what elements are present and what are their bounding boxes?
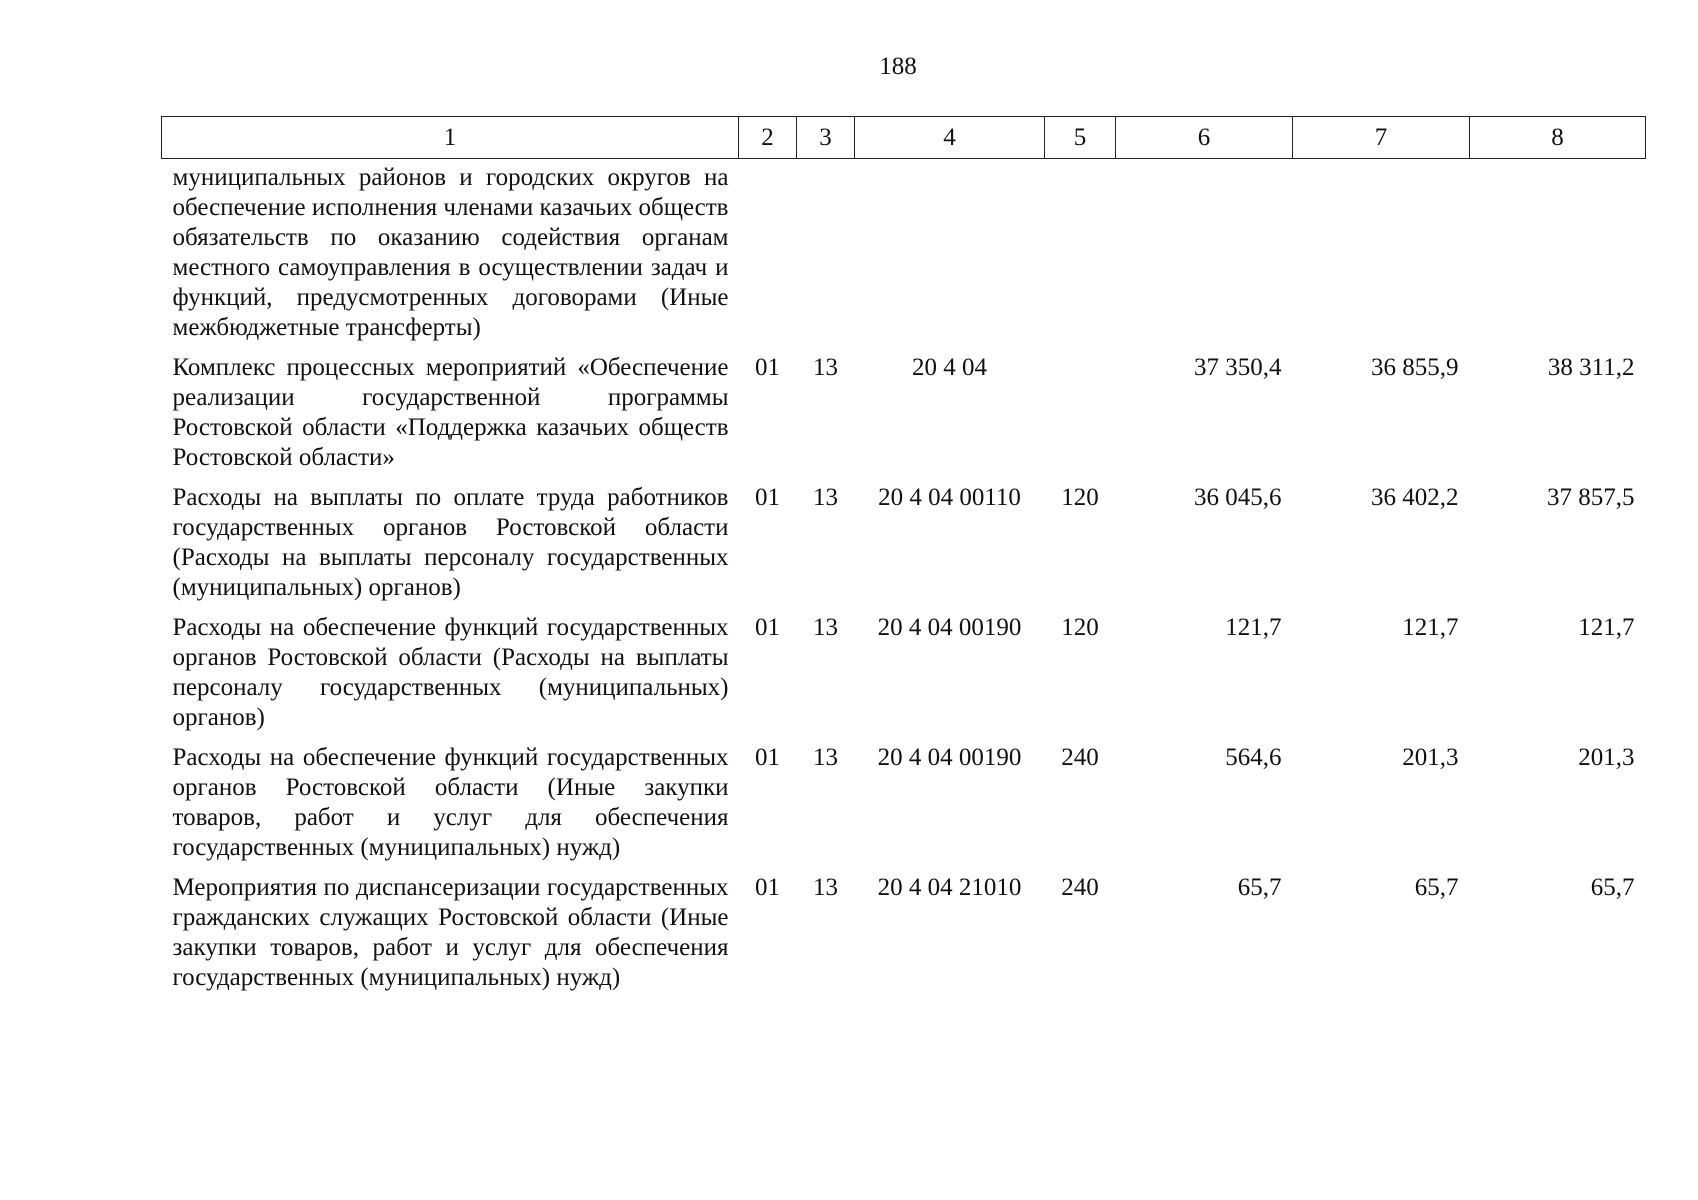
- row-section: 01: [755, 744, 780, 771]
- row-target-code: 20 4 04: [912, 354, 987, 381]
- column-header: 8: [1470, 117, 1646, 159]
- row-value-col8: 37 857,5: [1547, 484, 1635, 511]
- row-value-col8: 121,7: [1578, 614, 1635, 641]
- table-row: [162, 613, 1646, 743]
- row-description: Расходы на выплаты по оплате труда работников государственных органов Ростовской области (Расходы на выплаты персоналу государственных (муниципальных) органов): [172, 484, 729, 601]
- row-value-col8: 38 311,2: [1547, 354, 1635, 381]
- row-value-col6: 37 350,4: [1194, 354, 1282, 381]
- table-row: [162, 743, 1646, 873]
- row-expense-type: 240: [1061, 874, 1099, 901]
- row-value-col8: 65,7: [1590, 874, 1635, 901]
- row-subsection: 13: [813, 614, 838, 641]
- row-expense-type: [1045, 159, 1116, 354]
- column-header: 5: [1045, 117, 1116, 159]
- table-row: [162, 873, 1646, 1003]
- table-row: [162, 483, 1646, 613]
- row-value-col7: 36 402,2: [1371, 484, 1459, 511]
- row-section: 01: [755, 614, 780, 641]
- row-section: 01: [755, 354, 780, 381]
- row-target-code: 20 4 04 21010: [877, 874, 1022, 901]
- row-description: Комплекс процессных мероприятий «Обеспечение реализации государственной программы Ростовской области «Поддержка казачьих обществ Ростовской области»: [172, 354, 729, 471]
- row-section: 01: [755, 484, 780, 511]
- row-expense-type: [1045, 353, 1116, 483]
- row-description: муниципальных районов и городских округов на обеспечение исполнения членами казачьих обществ обязательств по оказанию содействия органам местного самоуправления в осуществлении задач и функций, предусмотренных договорами (Иные межбюджетные трансферты): [172, 164, 729, 341]
- row-target-code: 20 4 04 00110: [878, 484, 1021, 511]
- row-value-col7: 201,3: [1402, 744, 1459, 771]
- table-row: [162, 353, 1646, 483]
- budget-table: [161, 116, 1646, 1003]
- row-subsection: 13: [813, 354, 838, 381]
- table-header: [162, 117, 1646, 159]
- row-subsection: 13: [813, 484, 838, 511]
- column-header: 6: [1116, 117, 1293, 159]
- row-subsection: 13: [813, 744, 838, 771]
- row-value-col7: 65,7: [1414, 874, 1459, 901]
- page-number: 188: [879, 53, 917, 80]
- table-body: [162, 159, 1646, 1004]
- row-value-col8: 201,3: [1578, 744, 1635, 771]
- row-description: Мероприятия по диспансеризации государственных гражданских служащих Ростовской области (Иные закупки товаров, работ и услуг для обеспечения государственных (муниципальных) нужд): [172, 874, 729, 991]
- column-header: 7: [1293, 117, 1470, 159]
- row-expense-type: 120: [1061, 614, 1099, 641]
- row-section: 01: [755, 874, 780, 901]
- column-header: 2: [739, 117, 797, 159]
- row-description: Расходы на обеспечение функций государственных органов Ростовской области (Иные закупки товаров, работ и услуг для обеспечения государственных (муниципальных) нужд): [172, 744, 729, 861]
- row-value-col7: [1293, 159, 1470, 354]
- column-header: 3: [797, 117, 855, 159]
- row-target-code: 20 4 04 00190: [877, 614, 1022, 641]
- table-row: [162, 159, 1646, 354]
- row-value-col6: 65,7: [1237, 874, 1282, 901]
- header-row: [162, 117, 1646, 159]
- row-value-col6: [1116, 159, 1293, 354]
- row-expense-type: 240: [1061, 744, 1099, 771]
- row-target-code: 20 4 04 00190: [877, 744, 1022, 771]
- row-value-col7: 36 855,9: [1371, 354, 1459, 381]
- column-header: 1: [162, 117, 739, 159]
- row-value-col6: 36 045,6: [1194, 484, 1282, 511]
- row-description: Расходы на обеспечение функций государственных органов Ростовской области (Расходы на выплаты персоналу государственных (муниципальных) органов): [172, 614, 729, 731]
- row-value-col8: [1470, 159, 1646, 354]
- row-value-col6: 121,7: [1225, 614, 1282, 641]
- row-subsection: [797, 159, 855, 354]
- row-value-col7: 121,7: [1402, 614, 1459, 641]
- row-target-code: [855, 159, 1045, 354]
- row-section: [739, 159, 797, 354]
- column-header: 4: [855, 117, 1045, 159]
- row-subsection: 13: [813, 874, 838, 901]
- row-value-col6: 564,6: [1225, 744, 1282, 771]
- row-expense-type: 120: [1061, 484, 1099, 511]
